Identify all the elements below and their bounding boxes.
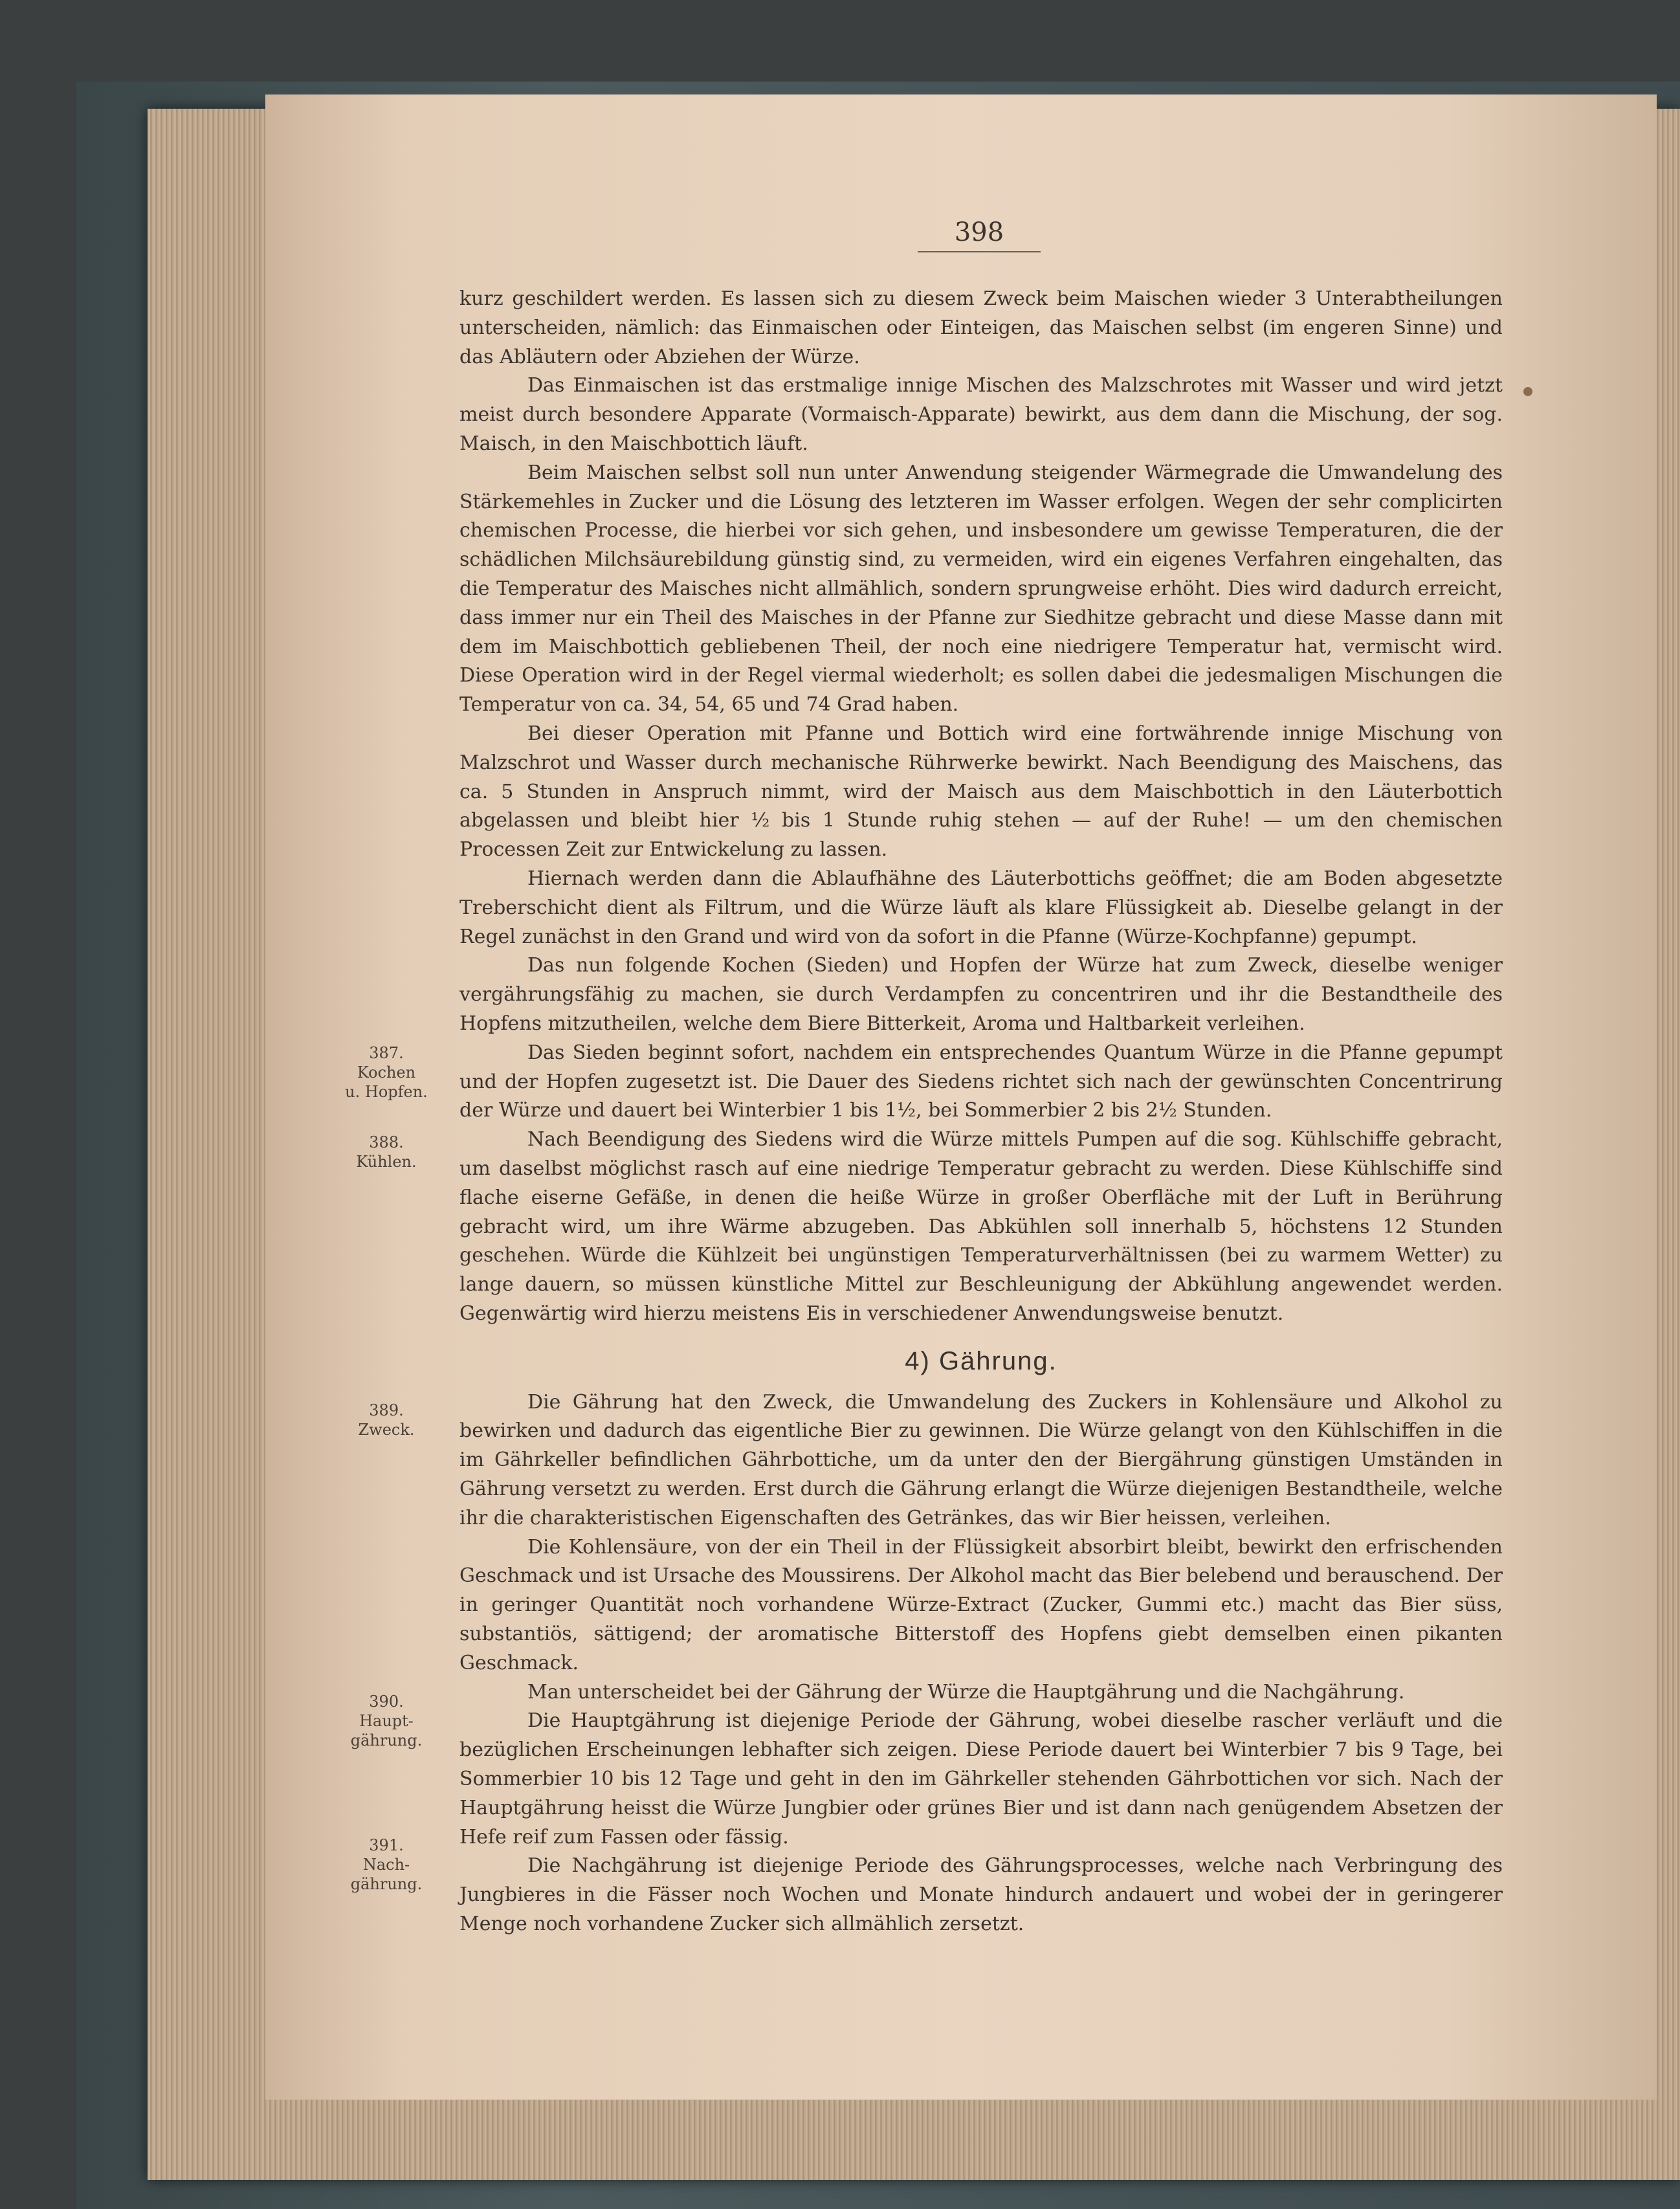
body-text xyxy=(459,285,1503,1939)
paragraph: Die Kohlensäure, von der ein Theil in der Flüssigkeit absorbirt bleibt, bewirkt den erfrischenden Geschmack und ist Ursache des Moussirens. Der Alkohol macht das Bier belebend und berauschend. Der in geringer Quantität noch vorhandene Würze-Extract (Zucker, Gummi etc.) macht das Bier süss, substantiös, sättigend; der aromatische Bitterstoff des Hopfens giebt demselben einen pikanten Geschmack. xyxy=(459,1535,1503,1674)
margin-note-388 xyxy=(331,1133,441,1171)
paragraph: Die Gährung hat den Zweck, die Umwandelung des Zuckers in Kohlensäure und Alkohol zu bewirken und dadurch das eigentliche Bier zu gewinnen. Die Würze gelangt von den Kühlschiffen in die im Gährkeller befindlichen Gährbottiche, um da unter den der Biergährung günstigen Umständen in Gährung versetzt zu werden. Erst durch die Gährung erlangt die Würze diejenigen Bestandtheile, welche ihr die charakteristischen Eigenschaften des Getränkes, das wir Bier heissen, verleihen. xyxy=(459,1390,1503,1529)
paragraph: Das nun folgende Kochen (Sieden) und Hopfen der Würze hat zum Zweck, dieselbe weniger vergährungsfähig zu machen, sie durch Verdampfen zu concentriren und ihr die Bestandtheile des Hopfens mitzutheilen, welche dem Biere Bitterkeit, Aroma und Haltbarkeit verleihen. xyxy=(459,954,1503,1035)
margin-note-line: Kochen xyxy=(357,1063,416,1082)
margin-note-387 xyxy=(331,1043,441,1102)
margin-note-389 xyxy=(331,1401,441,1439)
margin-note-390 xyxy=(331,1692,441,1750)
margin-note-number: 389. xyxy=(369,1401,404,1419)
page-number: 398 xyxy=(918,217,1041,252)
paragraph: kurz geschildert werden. Es lassen sich zu diesem Zweck beim Maischen wieder 3 Unterabtheilungen unterscheiden, nämlich: das Einmaischen oder Einteigen, das Maischen selbst (im engeren Sinne) und das Abläutern oder Abziehen der Würze. xyxy=(459,287,1503,368)
section-heading: 4) Gährung. xyxy=(905,1346,1057,1375)
paragraph: Bei dieser Operation mit Pfanne und Bottich wird eine fortwährende innige Mischung von Malzschrot und Wasser durch mechanische Rührwerke bewirkt. Nach Beendigung des Maischens, das ca. 5 Stunden in Anspruch nimmt, wird der Maisch aus dem Maischbottich in den Läuterbottich abgelassen und bleibt hier ½ bis 1 Stunde ruhig stehen — auf der Ruhe! — um den chemischen Processen Zeit zur Entwickelung zu lassen. xyxy=(459,722,1503,861)
paragraph: Nach Beendigung des Siedens wird die Würze mittels Pumpen auf die sog. Kühlschiffe gebracht, um daselbst möglichst rasch auf eine niedrige Temperatur gebracht zu werden. Diese Kühlschiffe sind flache eiserne Gefäße, in denen die heiße Würze in großer Oberfläche mit der Luft in Berührung gebracht wird, um ihre Wärme abzugeben. Das Abkühlen soll innerhalb 5, höchstens 12 Stunden geschehen. Würde die Kühlzeit bei ungünstigen Temperaturverhältnissen (bei zu warmem Wetter) zu lange dauern, so müssen künstliche Mittel zur Beschleunigung der Abkühlung angewendet werden. Gegenwärtig wird hierzu meistens Eis in verschiedener Anwendungsweise benutzt. xyxy=(459,1128,1503,1325)
margin-note-line: gährung. xyxy=(350,1875,423,1893)
paragraph: Beim Maischen selbst soll nun unter Anwendung steigender Wärmegrade die Umwandelung des Stärkemehles in Zucker und die Lösung des letzteren im Wasser erfolgen. Wegen der sehr complicirten chemischen Processe, die hierbei vor sich gehen, und insbesondere um gewisse Temperaturen, die der schädlichen Milchsäurebildung günstig sind, zu vermeiden, wird ein eigenes Verfahren eingehalten, das die Temperatur des Maisches nicht allmählich, sondern sprungweise erhöht. Dies wird dadurch erreicht, dass immer nur ein Theil des Maisches in der Pfanne zur Siedhitze gebracht und diese Masse dann mit dem im Maischbottich gebliebenen Theil, der noch eine niedrigere Temperatur hat, vermischt wird. Diese Operation wird in der Regel viermal wiederholt; es sollen dabei die jedesmaligen Mischungen die Temperatur von ca. 34, 54, 65 und 74 Grad haben. xyxy=(459,461,1503,716)
margin-note-line: Zweck. xyxy=(358,1421,415,1439)
margin-note-number: 387. xyxy=(369,1044,404,1062)
margin-note-number: 390. xyxy=(369,1693,404,1711)
margin-note-line: Nach- xyxy=(362,1856,410,1874)
paper-stain xyxy=(1523,387,1532,396)
margin-note-line: Kühlen. xyxy=(356,1153,417,1171)
paragraph: Hiernach werden dann die Ablaufhähne des Läuterbottichs geöffnet; die am Boden abgesetzte Treberschicht dient als Filtrum, und die Würze läuft als klare Flüssigkeit ab. Dieselbe gelangt in der Regel zunächst in den Grand und wird von da sofort in die Pfanne (Würze-Kochpfanne) gepumpt. xyxy=(459,867,1503,948)
margin-note-line: u. Hopfen. xyxy=(345,1083,428,1101)
margin-note-391 xyxy=(331,1836,441,1894)
paragraph: Das Sieden beginnt sofort, nachdem ein entsprechendes Quantum Würze in die Pfanne gepumpt und der Hopfen zugesetzt ist. Die Dauer des Siedens richtet sich nach der gewünschten Concentrirung der Würze und dauert bei Winterbier 1 bis 1½, bei Sommerbier 2 bis 2½ Stunden. xyxy=(459,1041,1503,1122)
margin-note-number: 391. xyxy=(369,1836,404,1854)
paragraph: Das Einmaischen ist das erstmalige innige Mischen des Malzschrotes mit Wasser und wird jetzt meist durch besondere Apparate (Vormaisch-Apparate) bewirkt, aus dem dann die Mischung, der sog. Maisch, in den Maischbottich läuft. xyxy=(459,374,1503,455)
paragraph: Man unterscheidet bei der Gährung der Würze die Hauptgährung und die Nachgährung. xyxy=(527,1680,1405,1704)
margin-note-line: Haupt- xyxy=(359,1712,414,1730)
paragraph: Die Nachgährung ist diejenige Periode des Gährungsprocesses, welche nach Verbringung des Jungbieres in die Fässer noch Wochen und Monate hindurch andauert und wobei der in geringerer Menge noch vorhandene Zucker sich allmählich zersetzt. xyxy=(459,1854,1503,1936)
paragraph: Die Hauptgährung ist diejenige Periode der Gährung, wobei dieselbe rascher verläuft und die bezüglichen Erscheinungen lebhafter sich zeigen. Diese Periode dauert bei Winterbier 7 bis 9 Tage, bei Sommerbier 10 bis 12 Tage und geht in den im Gährkeller stehenden Gährbottichen vor sich. Nach der Hauptgährung heisst die Würze Jungbier oder grünes Bier und ist dann nach genügendem Absetzen der Hefe reif zum Fassen oder fässig. xyxy=(459,1709,1503,1848)
margin-note-line: gährung. xyxy=(350,1731,423,1749)
margin-note-number: 388. xyxy=(369,1133,404,1151)
